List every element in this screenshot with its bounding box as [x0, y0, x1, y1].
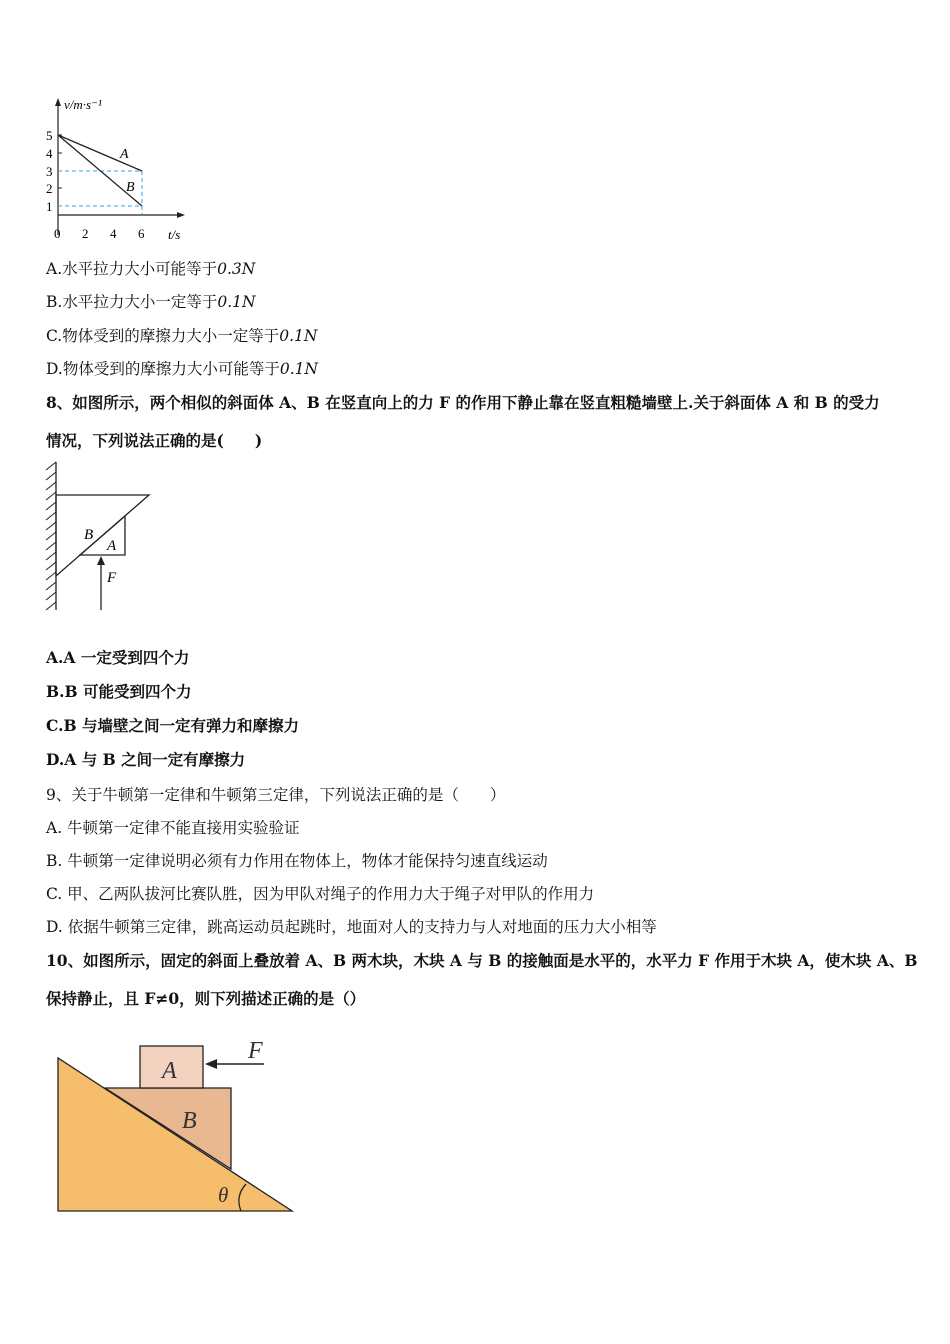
- q7-option-c: C.物体受到的摩擦力大小一定等于0.1N: [46, 327, 318, 345]
- label-b: B: [182, 1108, 197, 1134]
- x-axis-arrow: [177, 212, 185, 218]
- label-f: F: [107, 570, 117, 586]
- x-tick-4: 4: [110, 226, 117, 241]
- q9-option-d: D. 依据牛顿第三定律，跳高运动员起跳时，地面对人的支持力与人对地面的压力大小相等: [46, 918, 657, 936]
- q8-stem-line1: 8、如图所示，两个相似的斜面体 A、B 在竖直向上的力 F 的作用下静止靠在竖直粗糙墙壁上.关于斜面体 A 和 B 的受力: [46, 393, 880, 412]
- q8-option-d: D.A 与 B 之间一定有摩擦力: [46, 750, 246, 769]
- q8-figure: [42, 458, 158, 614]
- y-tick-2: 2: [46, 181, 53, 196]
- x-tick-0: 0: [54, 226, 61, 241]
- line-b-label: B: [126, 180, 135, 195]
- wall-hatching: [46, 462, 56, 610]
- q8-option-c: C.B 与墙壁之间一定有弹力和摩擦力: [46, 716, 299, 735]
- q10-stem-line2: 保持静止，且 F≠0，则下列描述正确的是（）: [46, 989, 366, 1008]
- q8-option-a: A.A 一定受到四个力: [46, 648, 190, 667]
- label-a: A: [107, 538, 117, 554]
- y-tick-1: 1: [46, 199, 53, 214]
- q9-option-c: C. 甲、乙两队拔河比赛队胜，因为甲队对绳子的作用力大于绳子对甲队的作用力: [46, 885, 595, 903]
- force-f-arrowhead: [205, 1059, 217, 1069]
- y-axis-label: v/m·s⁻¹: [64, 97, 102, 112]
- vt-graph: [40, 95, 200, 247]
- q10-stem-line1: 10、如图所示，固定的斜面上叠放着 A、B 两木块，木块 A 与 B 的接触面是水平的，水平力 F 作用于木块 A，使木块 A、B: [46, 951, 918, 970]
- label-b: B: [84, 527, 94, 543]
- q7-option-a: A.水平拉力大小可能等于0.3N: [46, 260, 256, 278]
- y-tick-5: 5: [46, 128, 53, 143]
- label-f: F: [248, 1038, 263, 1064]
- x-tick-2: 2: [82, 226, 89, 241]
- q7-option-b: B.水平拉力大小一定等于0.1N: [46, 293, 256, 311]
- q10-figure: [52, 1036, 302, 1218]
- y-tick-3: 3: [46, 164, 53, 179]
- line-a: [58, 135, 142, 171]
- y-axis-arrow: [55, 98, 61, 106]
- q9-option-a: A. 牛顿第一定律不能直接用实验验证: [46, 819, 300, 837]
- force-f-arrowhead: [97, 556, 105, 565]
- line-a-label: A: [120, 147, 129, 162]
- q8-option-b: B.B 可能受到四个力: [46, 682, 192, 701]
- x-tick-6: 6: [138, 226, 145, 241]
- q8-stem-line2: 情况，下列说法正确的是( ): [46, 431, 263, 450]
- label-theta: θ: [218, 1183, 229, 1207]
- y-tick-4: 4: [46, 146, 53, 161]
- q7-option-d: D.物体受到的摩擦力大小可能等于0.1N: [46, 360, 319, 378]
- q9-stem: 9、关于牛顿第一定律和牛顿第三定律，下列说法正确的是（ ）: [46, 786, 506, 804]
- q9-option-b: B. 牛顿第一定律说明必须有力作用在物体上，物体才能保持匀速直线运动: [46, 852, 548, 870]
- label-a: A: [162, 1058, 177, 1084]
- x-axis-label: t/s: [168, 227, 181, 242]
